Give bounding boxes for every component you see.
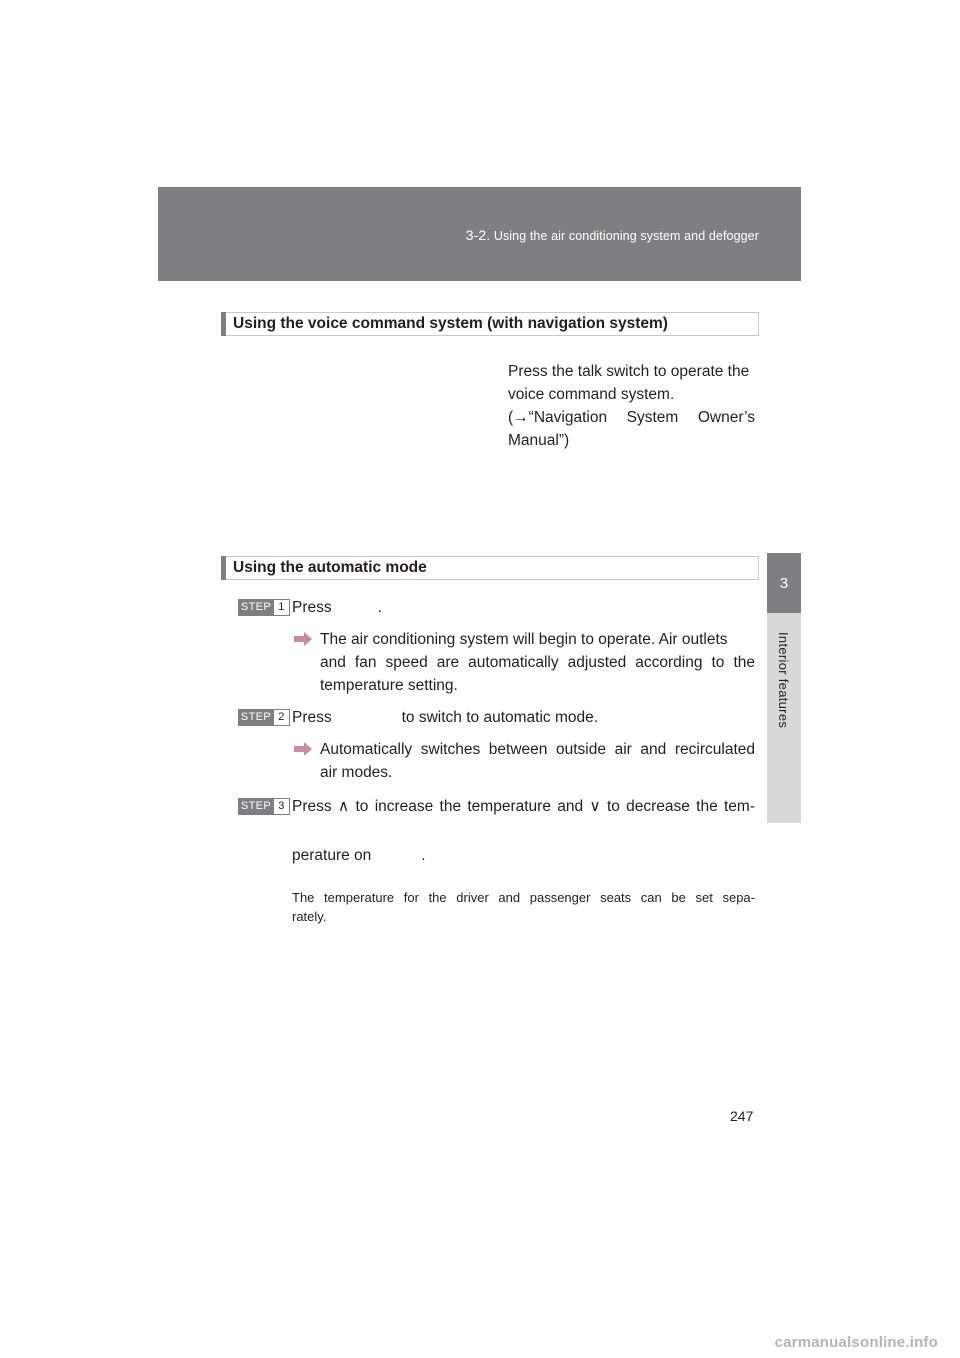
temperature-note [292, 888, 755, 926]
step-1-text-after: . [377, 599, 382, 616]
step-3-instruction-line2 [292, 844, 426, 867]
step-3-text-before: perature on [292, 847, 372, 864]
step-1-result [320, 628, 755, 697]
step-3-instruction-line1: Press ∧ to increase the temperature and ∨ to decrease the tem- [292, 798, 755, 815]
step-1-instruction [292, 596, 382, 619]
note-line: The temperature for the driver and passenger seats can be set sepa- [292, 890, 755, 905]
step-2-text-before: Press [292, 709, 332, 726]
voice-section-text [508, 360, 755, 452]
header-title [466, 227, 759, 243]
auto-section-title: Using the automatic mode [233, 559, 427, 576]
step-1-result-line: and fan speed are automatically adjusted according to the [320, 654, 755, 671]
header-section-number: 3-2. [465, 227, 491, 243]
step-2-result-line: air modes. [320, 764, 393, 781]
auto-section-heading [221, 556, 759, 580]
step-1-text-before: Press [292, 599, 332, 616]
step-2-text-after: to switch to automatic mode. [401, 709, 599, 726]
step-label: STEP [238, 709, 274, 726]
voice-text-line: (→“Navigation System Owner’s [508, 409, 755, 426]
result-arrow-icon [293, 631, 313, 647]
step-3-text-after: . [421, 847, 426, 864]
heading-marker [221, 556, 226, 580]
voice-text-line: voice command system. [508, 386, 675, 403]
step-label: STEP [238, 798, 274, 815]
step-2-instruction [292, 706, 598, 729]
chapter-number: 3 [767, 553, 801, 613]
result-arrow-icon [293, 741, 313, 757]
note-line: rately. [292, 909, 327, 924]
page-number: 247 [730, 1108, 754, 1124]
step-number: 1 [274, 599, 290, 616]
step-badge-1 [238, 599, 290, 616]
header-section-title: Using the air conditioning system and defogger [493, 229, 759, 243]
step-label: STEP [238, 599, 274, 616]
step-badge-2 [238, 709, 290, 726]
header-band [158, 187, 801, 281]
step-badge-3 [238, 798, 290, 815]
watermark: carmanualsonline.info [774, 1334, 938, 1351]
voice-text-line: Press the talk switch to operate the [508, 363, 750, 380]
step-number: 3 [274, 798, 290, 815]
step-2-result [320, 738, 755, 784]
voice-text-line: Manual”) [508, 432, 570, 449]
step-2-result-line: Automatically switches between outside air and recirculated [320, 741, 755, 758]
step-1-result-line: The air conditioning system will begin to operate. Air outlets [320, 631, 728, 648]
voice-section-heading [221, 312, 759, 336]
step-1-result-line: temperature setting. [320, 677, 458, 694]
heading-marker [221, 312, 226, 336]
voice-section-title: Using the voice command system (with navigation system) [233, 315, 668, 332]
step-number: 2 [274, 709, 290, 726]
chapter-label: Interior features [776, 632, 791, 729]
